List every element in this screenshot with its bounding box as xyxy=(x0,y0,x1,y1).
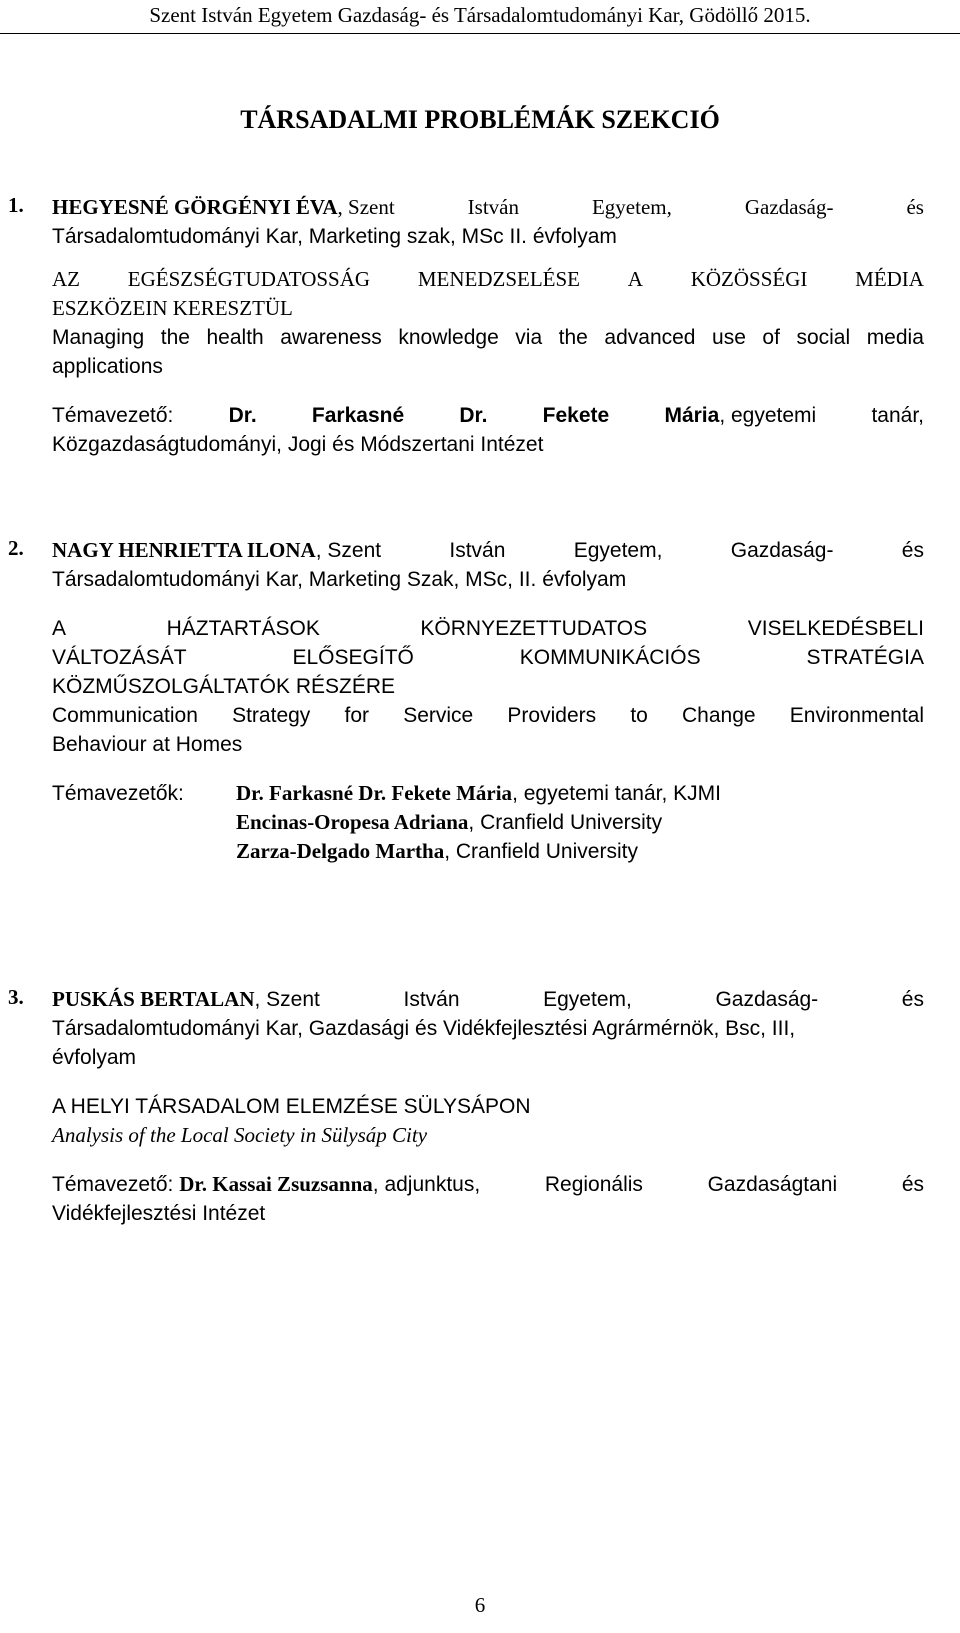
en-title-word: Strategy xyxy=(232,704,311,727)
en-title-word: via xyxy=(515,326,543,349)
supervisor-institute: Vidékfejlesztési Intézet xyxy=(52,1202,266,1225)
en-title-word: advanced xyxy=(604,326,696,349)
affiliation-word: , Szent xyxy=(315,539,382,562)
hu-title-word: MENEDZSELÉSE xyxy=(417,267,580,291)
supervisor-role-word: és xyxy=(901,1173,924,1196)
hu-title-line: KÖZMŰSZOLGÁLTATÓK RÉSZÉRE xyxy=(52,675,396,698)
en-title-word: the xyxy=(160,326,190,349)
en-title-line xyxy=(52,323,924,352)
hu-title-word: A xyxy=(627,267,643,291)
hu-title-word: KOMMUNIKÁCIÓS xyxy=(519,646,701,669)
author-name: PUSKÁS BERTALAN xyxy=(52,987,255,1011)
en-title-word: to xyxy=(630,704,648,727)
header-divider xyxy=(0,33,960,34)
en-title-word: Communication xyxy=(52,704,198,727)
hu-title: A HELYI TÁRSADALOM ELEMZÉSE SÜLYSÁPON xyxy=(52,1095,531,1118)
supervisor-affiliation: , Cranfield University xyxy=(444,840,638,863)
affiliation-word: , Szent xyxy=(337,195,395,219)
supervisor-institute: Közgazdaságtudományi, Jogi és Módszertani Intézet xyxy=(52,433,544,456)
en-title-word: of xyxy=(762,326,780,349)
hu-title-line xyxy=(52,265,924,294)
affiliation-word: és xyxy=(901,539,924,562)
author-block xyxy=(52,536,381,565)
supervisor-role-word: , egyetemi xyxy=(719,404,817,427)
supervisor-name-word: Farkasné xyxy=(311,404,405,427)
author-line xyxy=(52,193,924,222)
supervisor-label: Témavezetők: xyxy=(52,782,184,805)
supervisor-role-word: , adjunktus, xyxy=(372,1173,481,1196)
supervisor-label: Témavezető: xyxy=(52,404,174,427)
supervisor-label: Témavezető: xyxy=(52,1173,174,1196)
hu-title-line: ESZKÖZEIN KERESZTÜL xyxy=(52,296,293,320)
en-title-line: Behaviour at Homes xyxy=(52,733,243,756)
hu-title-word: VISELKEDÉSBELI xyxy=(747,617,924,640)
affiliation-word: Gazdaság- xyxy=(730,539,834,562)
affiliation-line: Társadalomtudományi Kar, Marketing szak, MSc II. évfolyam xyxy=(52,225,617,248)
supervisor-name-word: Fekete xyxy=(542,404,610,427)
en-title-word: awareness xyxy=(280,326,382,349)
supervisor-role-word: tanár, xyxy=(871,404,924,427)
hu-title-word: HÁZTARTÁSOK xyxy=(166,617,320,640)
affiliation-word: , Szent xyxy=(254,988,320,1011)
hu-title-word: ELŐSEGÍTŐ xyxy=(292,646,414,669)
affiliation-line: évfolyam xyxy=(52,1046,137,1069)
en-title-word: knowledge xyxy=(398,326,499,349)
hu-title-word: KÖZÖSSÉGI xyxy=(690,267,808,291)
en-title: Analysis of the Local Society in Sülysáp City xyxy=(52,1123,428,1147)
en-title-word: Change xyxy=(682,704,756,727)
supervisor-affiliation: , Cranfield University xyxy=(468,811,663,834)
affiliation-word: István xyxy=(403,988,460,1011)
affiliation-word: István xyxy=(467,195,519,219)
supervisor-role-word: Regionális xyxy=(544,1173,643,1196)
affiliation-word: Gazdaság- xyxy=(715,988,819,1011)
section-title: TÁRSADALMI PROBLÉMÁK SZEKCIÓ xyxy=(240,105,720,134)
supervisor-name: Encinas-Oropesa Adriana xyxy=(236,810,469,834)
author-line xyxy=(52,536,924,565)
affiliation-word: István xyxy=(449,539,506,562)
affiliation-line: Társadalomtudományi Kar, Gazdasági és Vidékfejlesztési Agrármérnök, Bsc, III, xyxy=(52,1017,796,1040)
en-title-word: Service xyxy=(403,704,474,727)
en-title-line: applications xyxy=(52,355,163,378)
entry-number: 3. xyxy=(8,985,24,1009)
en-title-word: Environmental xyxy=(789,704,924,727)
en-title-word: use xyxy=(712,326,746,349)
en-title-word: the xyxy=(558,326,588,349)
entry-number: 2. xyxy=(8,536,24,560)
hu-title-word: AZ xyxy=(52,267,80,291)
hu-title-word: A xyxy=(52,617,67,640)
entry-number: 1. xyxy=(8,193,24,217)
hu-title-word: KÖRNYEZETTUDATOS xyxy=(420,617,648,640)
supervisor-line xyxy=(52,401,924,430)
en-title-line xyxy=(52,701,924,730)
supervisor-block xyxy=(52,779,924,866)
running-header: Szent István Egyetem Gazdaság- és Társadalomtudományi Kar, Gödöllő 2015. xyxy=(149,3,811,27)
en-title-word: media xyxy=(866,326,924,349)
entry-3 xyxy=(8,985,924,1228)
supervisor-role-word: Gazdaságtani xyxy=(707,1173,838,1196)
en-title-word: health xyxy=(206,326,264,349)
supervisor-name-word: Dr. xyxy=(459,404,488,427)
author-line xyxy=(52,985,924,1014)
supervisor-name: Zarza-Delgado Martha xyxy=(236,839,445,863)
author-name: HEGYESNÉ GÖRGÉNYI ÉVA xyxy=(52,195,338,219)
hu-title-word: VÁLTOZÁSÁT xyxy=(52,646,187,669)
supervisor-item xyxy=(236,779,924,808)
en-title-word: Managing xyxy=(52,326,145,349)
entry-2 xyxy=(8,536,924,866)
en-title-word: for xyxy=(344,704,370,727)
entry-1 xyxy=(8,193,924,459)
hu-title-line xyxy=(52,614,924,643)
supervisor-name-word: Dr. xyxy=(228,404,257,427)
en-title-word: Providers xyxy=(507,704,597,727)
supervisor-list xyxy=(236,779,924,866)
hu-title-word: EGÉSZSÉGTUDATOSSÁG xyxy=(127,267,371,291)
affiliation-word: Egyetem, xyxy=(573,539,663,562)
supervisor-name-word: Mária xyxy=(664,404,720,427)
supervisor-item xyxy=(236,808,924,837)
supervisor-block xyxy=(52,1170,480,1199)
supervisor-affiliation: , egyetemi tanár, KJMI xyxy=(512,782,721,805)
affiliation-word: Egyetem, xyxy=(591,195,672,219)
supervisor-name: Dr. Farkasné Dr. Fekete Mária xyxy=(236,781,513,805)
hu-title-word: STRATÉGIA xyxy=(806,646,924,669)
affiliation-line: Társadalomtudományi Kar, Marketing Szak, MSc, II. évfolyam xyxy=(52,568,627,591)
affiliation-word: és xyxy=(906,195,924,219)
hu-title-word: MÉDIA xyxy=(855,267,924,291)
author-block xyxy=(52,985,320,1014)
affiliation-word: Gazdaság- xyxy=(744,195,834,219)
author-block xyxy=(52,193,395,222)
supervisor-line xyxy=(52,1170,924,1199)
affiliation-word: és xyxy=(901,988,924,1011)
hu-title-line xyxy=(52,643,924,672)
page-number: 6 xyxy=(474,1593,486,1617)
affiliation-word: Egyetem, xyxy=(543,988,632,1011)
en-title-word: social xyxy=(796,326,851,349)
supervisor-name: Dr. Kassai Zsuzsanna xyxy=(179,1172,373,1196)
author-name: NAGY HENRIETTA ILONA xyxy=(52,538,316,562)
supervisor-name-block xyxy=(664,401,816,430)
supervisor-item xyxy=(236,837,924,866)
